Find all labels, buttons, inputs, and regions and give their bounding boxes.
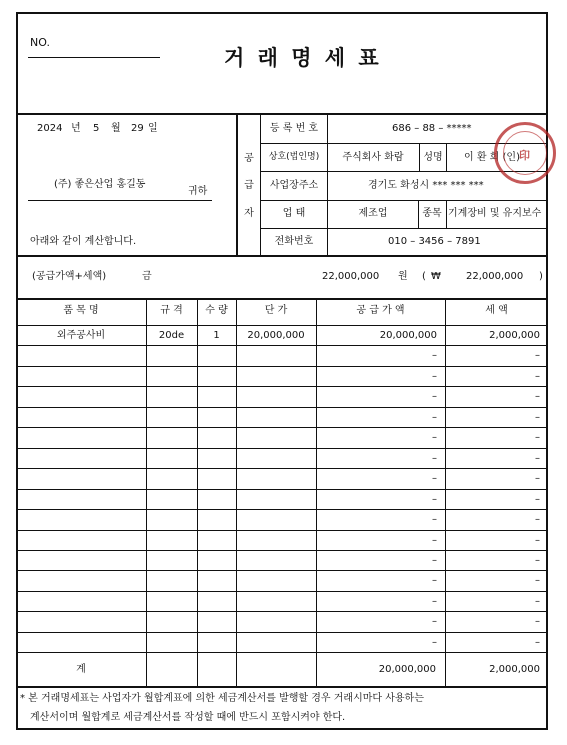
table-cell: – xyxy=(535,575,540,587)
company-value: 주식회사 화람 xyxy=(342,152,404,163)
recipient-honorific: 귀하 xyxy=(188,186,208,197)
table-row-line xyxy=(16,530,548,531)
column-header: 세 액 xyxy=(485,305,508,316)
supplier-side-label-1: 공 xyxy=(244,153,254,164)
footer-note-line-1: * 본 거래명세표는 사업자가 월합계표에 의한 세금계산서를 발행할 경우 거래시마다 사용하는 xyxy=(20,693,424,704)
table-row-line xyxy=(16,407,548,408)
table-row-line xyxy=(16,386,548,387)
table-row-line xyxy=(16,366,548,367)
no-underline xyxy=(28,57,160,58)
table-cell: – xyxy=(535,514,540,525)
table-cell: – xyxy=(535,432,540,444)
phone-value: 010 – 3456 – 7891 xyxy=(388,236,481,247)
table-cell: – xyxy=(432,595,437,607)
table-cell: 외주공사비 xyxy=(56,330,106,341)
summary-amount-label: 금 xyxy=(142,271,152,282)
stamp-text: 印 xyxy=(519,149,531,162)
biz-item-value: 기계장비 및 유지보수 xyxy=(448,208,542,219)
date-day: 29 xyxy=(131,123,144,134)
table-cell: – xyxy=(432,534,437,546)
supplier-row-line-4 xyxy=(260,228,548,229)
table-cell: – xyxy=(432,575,437,587)
table-row-line xyxy=(16,611,548,612)
column-header: 품 목 명 xyxy=(63,305,99,316)
summary-amount: 22,000,000 xyxy=(322,271,380,282)
table-cell: – xyxy=(432,473,437,485)
table-row-line xyxy=(16,550,548,551)
table-cell: – xyxy=(432,370,437,382)
table-cell: – xyxy=(432,452,437,464)
header-divider xyxy=(16,113,548,115)
table-column-divider xyxy=(236,298,237,686)
total-tax-amount: 2,000,000 xyxy=(489,664,540,675)
date-day-unit: 일 xyxy=(148,123,158,134)
table-row-line xyxy=(16,448,548,449)
table-cell: – xyxy=(535,493,540,505)
recipient-name: (주) 좋은산업 홍길동 xyxy=(54,179,146,190)
table-row-line xyxy=(16,591,548,592)
won-sign: ₩ xyxy=(431,271,441,282)
recipient-underline xyxy=(28,200,212,201)
table-cell: 20de xyxy=(158,330,185,341)
calculation-notice: 아래와 같이 계산합니다. xyxy=(30,236,137,247)
supplier-side-divider xyxy=(260,113,261,255)
biz-type-value: 제조업 xyxy=(358,208,388,219)
table-cell: – xyxy=(535,636,540,648)
date-month: 5 xyxy=(93,123,100,134)
table-cell: – xyxy=(432,616,437,628)
company-seal-stamp xyxy=(494,122,556,184)
summary-paren-close: ) xyxy=(539,271,543,282)
total-top-line xyxy=(16,652,548,653)
table-cell: – xyxy=(535,616,540,628)
column-header: 단 가 xyxy=(264,305,288,316)
table-row-line xyxy=(16,632,548,633)
summary-amount-numeric: 22,000,000 xyxy=(466,271,524,282)
biz-item-label: 종목 xyxy=(422,208,442,219)
name-label-divider-right xyxy=(446,143,447,171)
reg-no-value: 686 – 88 – ***** xyxy=(392,123,472,134)
column-header: 수 량 xyxy=(205,305,228,316)
company-label: 상호(법인명) xyxy=(268,152,320,162)
table-top-line xyxy=(16,298,548,300)
table-cell: – xyxy=(535,452,540,464)
date-month-unit: 월 xyxy=(111,123,121,134)
supplier-label-divider xyxy=(327,113,328,255)
table-column-divider xyxy=(445,298,446,686)
column-header: 공 급 가 액 xyxy=(356,305,405,316)
column-header: 규 격 xyxy=(160,305,183,316)
table-row-line xyxy=(16,489,548,490)
total-label: 계 xyxy=(76,664,86,675)
table-cell: – xyxy=(535,555,540,566)
table-cell: 20,000,000 xyxy=(379,330,437,341)
date-year-unit: 년 xyxy=(71,123,81,134)
table-cell: – xyxy=(432,350,437,362)
representative-name: 이 환 희 (인) xyxy=(464,152,520,163)
no-label: NO. xyxy=(30,36,50,49)
summary-paren-open: ( xyxy=(422,271,426,282)
table-cell: – xyxy=(432,493,437,505)
footer-top-line xyxy=(16,686,548,688)
table-cell: 1 xyxy=(213,330,220,341)
table-cell: – xyxy=(432,411,437,423)
name-label: 성명 xyxy=(423,152,443,163)
supplier-side-label-2: 급 xyxy=(244,180,254,191)
table-cell: – xyxy=(535,534,540,546)
table-row-line xyxy=(16,468,548,469)
table-cell: – xyxy=(535,411,540,423)
address-label: 사업장주소 xyxy=(269,180,319,191)
supplier-side-label-3: 자 xyxy=(244,208,254,219)
summary-label: (공급가액+세액) xyxy=(32,271,107,282)
biz-type-label: 업 태 xyxy=(282,208,306,219)
table-row-line xyxy=(16,570,548,571)
table-cell: – xyxy=(535,350,540,362)
table-cell: 2,000,000 xyxy=(489,330,540,341)
table-row-line xyxy=(16,345,548,346)
summary-top-line xyxy=(16,255,548,257)
header-bottom-line xyxy=(16,325,548,326)
table-cell: – xyxy=(535,473,540,485)
table-column-divider xyxy=(316,298,317,686)
table-cell: – xyxy=(432,432,437,444)
table-row-line xyxy=(16,509,548,510)
table-cell: 20,000,000 xyxy=(247,330,305,341)
summary-currency-word: 원 xyxy=(398,271,408,282)
address-value: 경기도 화성시 *** *** *** xyxy=(368,180,484,191)
supplier-row-line-3 xyxy=(260,200,548,201)
table-cell: – xyxy=(535,370,540,382)
footer-note-line-2: 계산서이며 월합계로 세금계산서를 작성할 때에 반드시 포함시켜야 한다. xyxy=(30,712,346,723)
phone-label: 전화번호 xyxy=(274,236,314,247)
table-cell: – xyxy=(432,514,437,525)
reg-no-label: 등 록 번 호 xyxy=(269,123,319,134)
table-column-divider xyxy=(146,298,147,686)
supplier-left-border xyxy=(236,113,238,255)
table-column-divider xyxy=(197,298,198,686)
table-cell: – xyxy=(432,391,437,403)
table-cell: – xyxy=(432,555,437,566)
table-cell: – xyxy=(432,636,437,648)
document-title: 거 래 명 세 표 xyxy=(224,46,382,70)
table-cell: – xyxy=(535,391,540,403)
item-label-divider-right xyxy=(446,200,447,228)
table-cell: – xyxy=(535,595,540,607)
date-year: 2024 xyxy=(37,123,63,134)
total-supply-amount: 20,000,000 xyxy=(378,664,436,675)
table-row-line xyxy=(16,427,548,428)
